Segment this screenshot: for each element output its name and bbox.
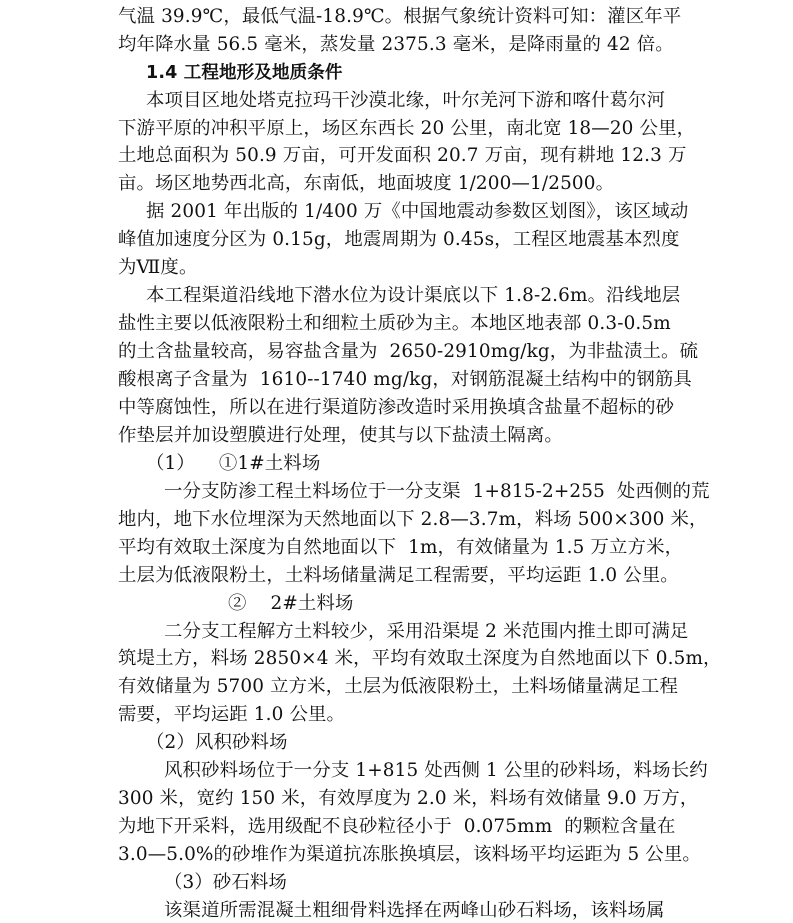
text-line: 峰值加速度分区为 0.15g，地震周期为 0.45s，工程区地震基本烈度 bbox=[118, 229, 680, 250]
text-line: 一分支防渗工程土料场位于一分支渠 1+815-2+255 处西侧的荒 bbox=[164, 481, 710, 502]
text-line: 有效储量为 5700 立方米，土层为低液限粉土，土料场储量满足工程 bbox=[118, 676, 678, 697]
text-line: 地内，地下水位埋深为天然地面以下 2.8—3.7m，料场 500×300 米， bbox=[118, 509, 708, 530]
text-line: 为Ⅶ度。 bbox=[118, 257, 198, 278]
text-line: 300 米，宽约 150 米，有效厚度为 2.0 米，料场有效储量 9.0 万方， bbox=[118, 788, 699, 809]
text-line: 下游平原的冲积平原上，场区东西长 20 公里，南北宽 18—20 公里， bbox=[118, 118, 696, 139]
subheading: （1） ①1#土料场 bbox=[146, 453, 321, 474]
text-line: 土层为低液限粉土，土料场储量满足工程需要，平均运距 1.0 公里。 bbox=[118, 565, 679, 586]
text-line: 本工程渠道沿线地下潜水位为设计渠底以下 1.8-2.6m。沿线地层 bbox=[146, 285, 681, 306]
subheading: （2）风积砂料场 bbox=[146, 732, 288, 753]
section-heading: 1.4 工程地形及地质条件 bbox=[146, 63, 343, 83]
text-line: 中等腐蚀性，所以在进行渠道防渗改造时采用换填含盐量不超标的砂 bbox=[118, 397, 675, 418]
text-line: 平均有效取土深度为自然地面以下 1m，有效储量为 1.5 万立方米， bbox=[118, 537, 684, 558]
text-line: 需要，平均运距 1.0 公里。 bbox=[118, 704, 346, 725]
text-line: 风积砂料场位于一分支 1+815 处西侧 1 公里的砂料场，料场长约 bbox=[164, 760, 708, 781]
text-line: 气温 39.9℃，最低气温-18.9℃。根据气象统计资料可知：灌区年平 bbox=[118, 6, 682, 27]
text-line: 土地总面积为 50.9 万亩，可开发面积 20.7 万亩，现有耕地 12.3 万 bbox=[118, 145, 687, 166]
text-line: 该渠道所需混凝土粗细骨料选择在两峰山砂石料场，该料场属 bbox=[164, 900, 665, 921]
text-line: 3.0—5.0%的砂堆作为渠道抗冻胀换填层，该料场平均运距为 5 公里。 bbox=[118, 844, 701, 865]
text-line: 盐性主要以低液限粉土和细粒土质砂为主。本地区地表部 0.3-0.5m bbox=[118, 313, 671, 334]
text-line: 亩。场区地势西北高，东南低，地面坡度 1/200—1/2500。 bbox=[118, 173, 615, 194]
text-line: 作垫层并加设塑膜进行处理，使其与以下盐渍土隔离。 bbox=[118, 425, 563, 446]
text-line: 酸根离子含量为 1610--1740 mg/kg，对钢筋混凝土结构中的钢筋具 bbox=[118, 369, 692, 390]
subheading: ② 2#土料场 bbox=[228, 593, 354, 614]
text-line: 据 2001 年出版的 1/400 万《中国地震动参数区划图》，该区域动 bbox=[146, 201, 689, 222]
text-line: 为地下开采料，选用级配不良砂粒径小于 0.075mm 的颗粒含量在 bbox=[118, 816, 676, 837]
text-line: 的土含盐量较高，易容盐含量为 2650-2910mg/kg，为非盐渍土。硫 bbox=[118, 341, 699, 362]
text-line: 均年降水量 56.5 毫米，蒸发量 2375.3 毫米，是降雨量的 42 倍。 bbox=[118, 34, 674, 55]
text-line: 筑堤土方，料场 2850×4 米，平均有效取土深度为自然地面以下 0.5m， bbox=[118, 648, 722, 669]
subheading: （3）砂石料场 bbox=[164, 872, 288, 893]
text-line: 二分支工程解方土料较少，采用沿渠堤 2 米范围内推土即可满足 bbox=[164, 621, 689, 642]
text-line: 本项目区地处塔克拉玛干沙漠北缘，叶尔羌河下游和喀什葛尔河 bbox=[146, 90, 666, 111]
